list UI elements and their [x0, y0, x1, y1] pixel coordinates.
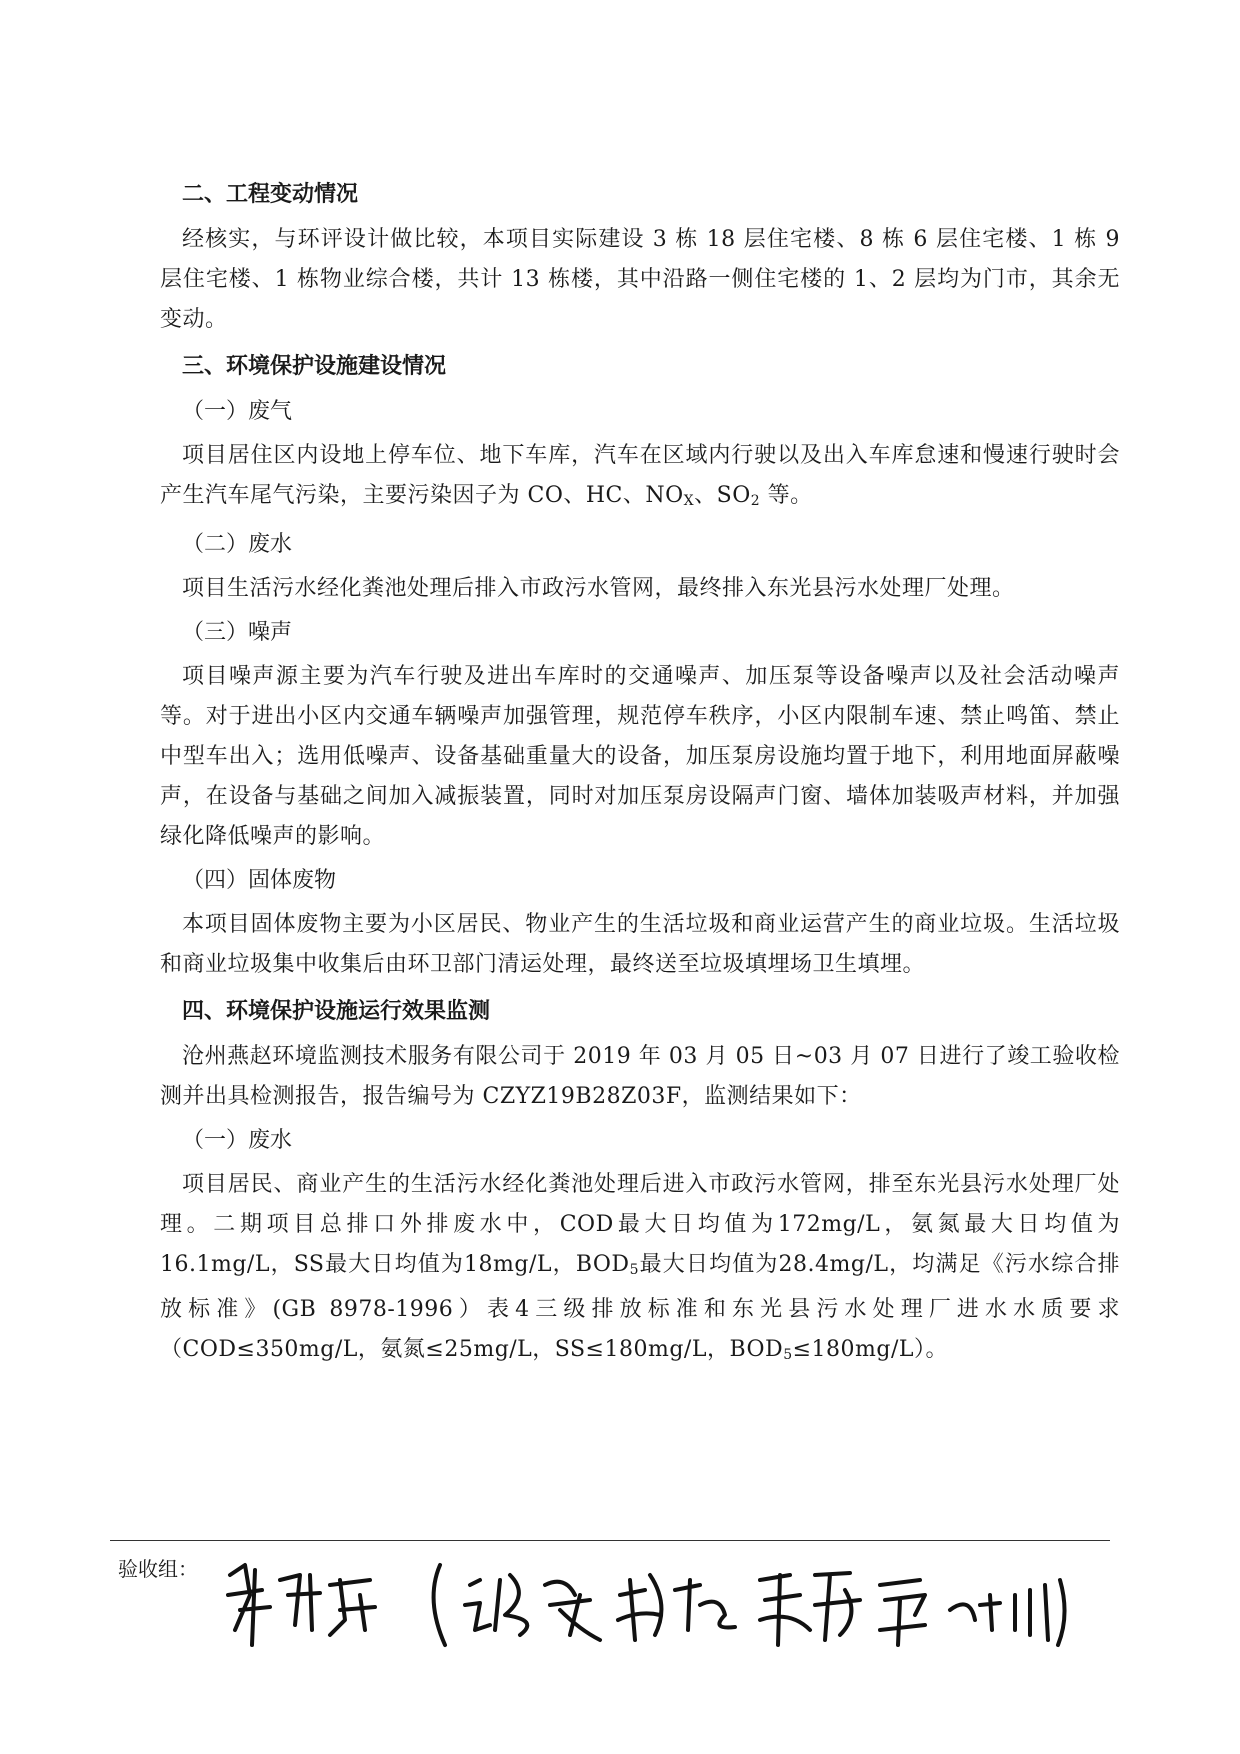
gas-heading: （一）废气: [182, 399, 293, 424]
acceptance-team-label: 验收组：: [118, 1557, 198, 1581]
monitoring-water-heading: （一）废水: [182, 1128, 293, 1153]
gas-body: 项目居住区内设地上停车位、地下车库，汽车在区域内行驶以及出入车库怠速和慢速行驶时会产生汽车尾气污染，主要污染因子为 CO、HC、$NO_X$、$SO_2$ 等。: [160, 443, 1120, 509]
section4-heading: 四、环境保护设施运行效果监测: [182, 998, 491, 1024]
section3-heading: 三、环境保护设施建设情况: [182, 353, 447, 379]
document-body: [160, 168, 1120, 1377]
signature-2: [434, 1565, 600, 1645]
signature-1: [228, 1565, 375, 1645]
section2-heading: 二、工程变动情况: [182, 181, 359, 207]
signature-4: [760, 1573, 860, 1645]
handwritten-signatures: [0, 1535, 1240, 1665]
signature-3: [618, 1575, 735, 1640]
water-heading: （二）废水: [182, 532, 293, 557]
monitoring-intro: 沧州燕赵环境监测技术服务有限公司于 2019 年 03 月 05 日~03 月 07 日进行了竣工验收检测并出具检测报告，报告编号为 CZYZ19B28Z03F，监测结果如下：: [160, 1044, 1120, 1109]
signature-5: [880, 1580, 1065, 1645]
solid-waste-body: 本项目固体废物主要为小区居民、物业产生的生活垃圾和商业运营产生的商业垃圾。生活垃圾和商业垃圾集中收集后由环卫部门清运处理，最终送至垃圾填埋场卫生填埋。: [160, 912, 1120, 977]
solid-waste-heading: （四）固体废物: [182, 868, 337, 893]
water-body: 项目生活污水经化粪池处理后排入市政污水管网，最终排入东光县污水处理厂处理。: [182, 576, 1015, 601]
noise-body: 项目噪声源主要为汽车行驶及进出车库时的交通噪声、加压泵等设备噪声以及社会活动噪声等。对于进出小区内交通车辆噪声加强管理，规范停车秩序，小区内限制车速、禁止鸣笛、禁止中型车出入；选用低噪声、设备基础重量大的设备，加压泵房设施均置于地下，利用地面屏蔽噪声，在设备与基础之间加入减振装置，同时对加压泵房设隔声门窗、墙体加装吸声材料，并加强绿化降低噪声的影响。: [160, 664, 1120, 849]
section2-body: 经核实，与环评设计做比较，本项目实际建设 3 栋 18 层住宅楼、8 栋 6 层住宅楼、1 栋 9 层住宅楼、1 栋物业综合楼，共计 13 栋楼，其中沿路一侧住宅楼的 1、2 层均为门市，其余无变动。: [160, 227, 1120, 332]
noise-heading: （三）噪声: [182, 620, 293, 645]
monitoring-water-body: 项目居民、商业产生的生活污水经化粪池处理后进入市政污水管网，排至东光县污水处理厂处理。二期项目总排口外排废水中，COD最大日均值为172mg/L，氨氮最大日均值为16.1mg/L，SS最大日均值为18mg/L，$BOD_5$最大日均值为28.4mg/L，均满足《污水综合排放标准》(GB 8978-1996）表4三级排放标准和东光县污水处理厂进水水质要求（COD≤350mg/L，氨氮≤25mg/L，SS≤180mg/L，$BOD_5\le 180mg/L$）。: [160, 1172, 1121, 1363]
